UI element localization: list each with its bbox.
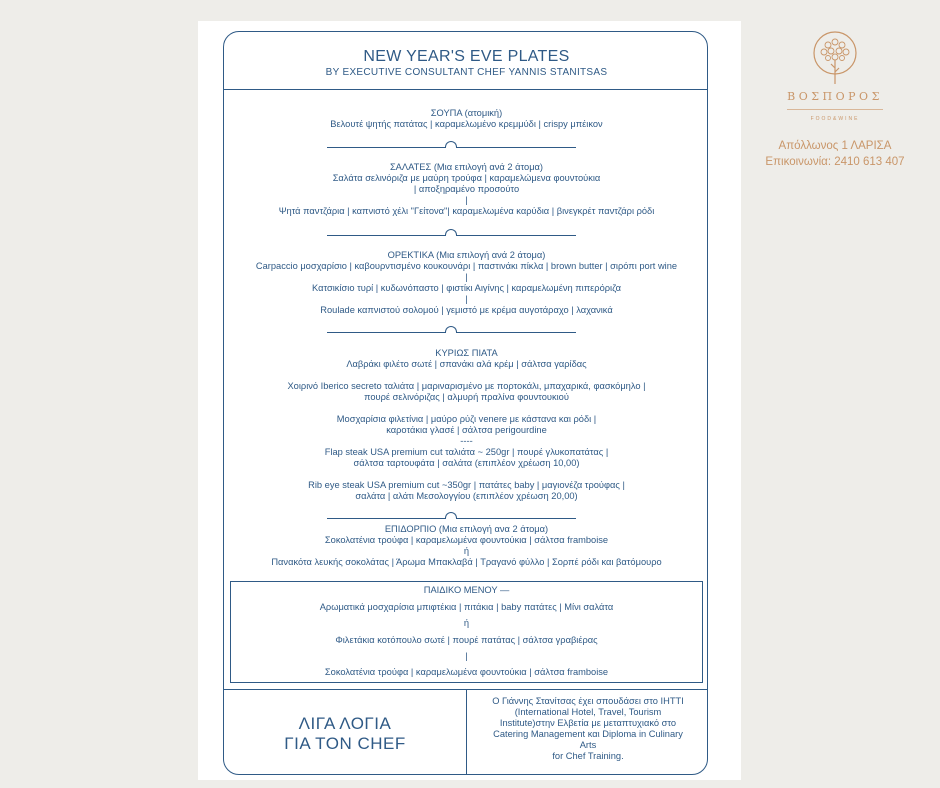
tree-logo-icon [806,28,864,86]
salads-line: Ψητά παντζάρια | καπνιστό χέλι "Γείτονα"| καραμελωμένα καρύδια | βινεγκρέτ παντζάρι ρόδι [278,206,655,216]
mains-line: Flap steak USA premium cut ταλιάτα ~ 250gr | πουρέ γλυκοπατάτας | [324,447,609,457]
starters-line: Carpaccio μοσχαρίσιο | καβουρντισμένο κουκουνάρι | παστινάκι πίκλα | brown butter | σιρόπι port wine [255,261,678,271]
chef-bio-line: for Chef Training. [552,751,624,761]
footer-column-divider [466,689,467,775]
dessert-line: Σοκολατένια τρούφα | καραμελωμένα φουντούκια | σάλτσα framboise [324,535,609,545]
chef-bio-line: Institute)στην Ελβετία με μεταπτυχιακό στο [499,718,677,728]
chef-bio-line: (International Hotel, Travel, Tourism [514,707,662,717]
salads-heading: ΣΑΛΑΤΕΣ (Μια επιλογή ανά 2 άτομα) [389,162,544,172]
salads-line: Σαλάτα σελινόριζα με μαύρη τρούφα | καραμελώμενα φουντούκια [332,173,601,183]
kids-bar: | [465,651,468,661]
mains-heading: ΚΥΡΙΩΣ ΠΙΑΤΑ [435,348,498,358]
mains-line: Μοσχαρίσια φιλετίνια | μαύρο ρύζι venere με κάστανα και ρόδι | [336,414,597,424]
section-separator [327,332,576,333]
menu-sheet [198,21,741,780]
chef-bio-line: Arts [579,740,597,750]
chef-bio-line: Catering Management και Diploma in Culinary [493,729,683,739]
brand-contact [760,138,910,170]
section-separator [327,235,576,236]
kids-heading: ΠΑΙΔΙΚΟ ΜΕΝΟΥ — [423,585,510,595]
mains-dash: ---- [460,436,473,446]
brand-divider [787,109,883,110]
chef-bio [474,696,702,762]
chef-section-title [224,714,466,754]
chef-bio-line: Ο Γιάννης Στανίτσας έχει σπουδάσει στο IHTTI [492,696,684,706]
chef-title-line: ΓΙΑ ΤΟΝ CHEF [284,734,406,753]
starters-line: Roulade καπνιστού σολομού | γεμιστό με κρέμα αυγοτάραχο | λαχανικά [320,305,613,315]
mains-line: Λαβράκι φιλέτο σωτέ | σπανάκι αλά κρέμ | σάλτσα γαρίδας [346,359,587,369]
salads-line: | αποξηραμένο προσούτο [413,184,520,194]
section-separator [327,518,576,519]
section-separator [327,147,576,148]
mains-line: καροτάκια γλασέ | σάλτσα perigourdine [386,425,547,435]
menu-frame [223,31,708,775]
kids-or: ή [463,618,470,628]
brand-address: Απόλλωνος 1 ΛΑΡΙΣΑ [778,140,892,152]
mains-line: σάλτσα ταρτουφάτα | σαλάτα (επιπλέον χρέωση 10,00) [353,458,580,468]
salads-bar: | [465,195,468,205]
dessert-or: ή [463,546,470,556]
menu-subtitle: BY EXECUTIVE CONSULTANT CHEF YANNIS STANITSAS [325,67,608,78]
kids-line: Αρωματικά μοσχαρίσια μπιφτέκια | πιτάκια | baby πατάτες | Μίνι σαλάτα [319,602,614,612]
starters-bar: | [465,294,468,304]
brand-name: ΒΟΣΠΟΡΟΣ [787,90,883,103]
brand-phone: Επικοινωνία: 2410 613 407 [765,156,905,168]
starters-bar: | [465,272,468,282]
mains-line: σαλάτα | αλάτι Μεσολογγίου (επιπλέον χρέωση 20,00) [355,491,578,501]
header-divider [223,89,708,90]
soup-heading: ΣΟΥΠΑ (ατομική) [430,108,503,118]
brand-tagline: FOOD&WINE [810,116,860,122]
kids-line: Σοκολατένια τρούφα | καραμελωμένα φουντούκια | σάλτσα framboise [324,667,609,677]
starters-heading: ΟΡΕΚΤΙΚΑ (Μια επιλογή ανά 2 άτομα) [387,250,546,260]
dessert-line: Πανακότα λευκής σοκολάτας | Άρωμα Μπακλαβά | Τραγανό φύλλο | Σορπέ ρόδι και βατόμουρο [271,557,662,567]
mains-line: πουρέ σελινόριζας | αλμυρή πραλίνα φουντουκιού [364,392,569,402]
starters-line: Κατσικίσιο τυρί | κυδωνόπαστο | φιστίκι Αιγίνης | καραμελωμένη πιπερόριζα [312,283,621,293]
mains-line: Χοιρινό Iberico secreto ταλιάτα | μαριναρισμένο με πορτοκάλι, μπαχαρικά, φασκόμηλο | [287,381,646,391]
kids-line: Φιλετάκια κοτόπουλο σωτέ | πουρέ πατάτας | σάλτσα γραβιέρας [335,635,598,645]
soup-line: Βελουτέ ψητής πατάτας | καραμελωμένο κρεμμύδι | crispy μπέικον [330,119,603,129]
menu-title: NEW YEAR'S EVE PLATES [363,48,570,65]
mains-line: Rib eye steak USA premium cut ~350gr | πατάτες baby | μαγιονέζα τρούφας | [308,480,625,490]
dessert-heading: ΕΠΙΔΟΡΠΙΟ (Μια επιλογή ανα 2 άτομα) [384,524,549,534]
chef-title-line: ΛΙΓΑ ΛΟΓΙΑ [298,714,392,733]
brand-block [760,28,910,170]
